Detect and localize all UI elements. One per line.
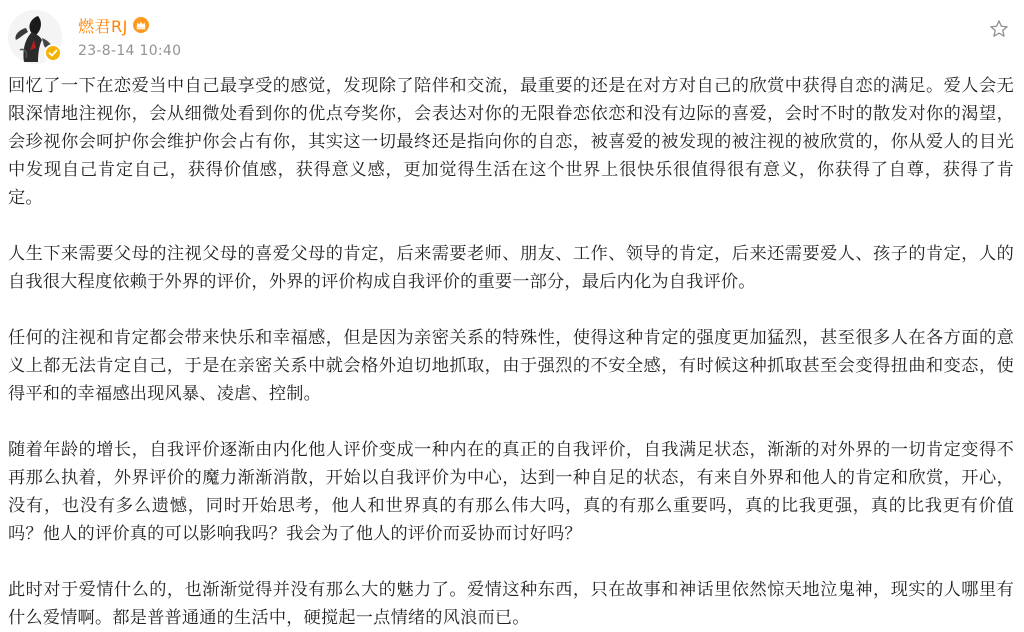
post-paragraph-1: 回忆了一下在恋爱当中自己最享受的感觉，发现除了陪伴和交流，最重要的还是在对方对自己的欣赏中获得自恋的满足。爱人会无限深情地注视你，会从细微处看到你的优点夸奖你，会表达对你的无限眷恋依恋和没有边际的喜爱，会时不时的散发对你的渴望，会珍视你会呵护你会维护你会占有你，其实这一切最终还是指向你的自恋，被喜爱的被发现的被注视的被欣赏的，你从爱人的目光中发现自己肯定自己，获得价值感，获得意义感，更加觉得生活在这个世界上很快乐很值得很有意义，你获得了自尊，获得了肯定。 — [8, 76, 1014, 208]
author-name[interactable]: 燃君RJ — [78, 16, 128, 36]
author-row — [78, 13, 150, 37]
verified-badge-icon — [44, 44, 62, 62]
paragraph-spacer — [8, 408, 1014, 436]
post-paragraph-2: 人生下来需要父母的注视父母的喜爱父母的肯定，后来需要老师、朋友、工作、领导的肯定，后来还需要爱人、孩子的肯定，人的自我很大程度依赖于外界的评价，外界的评价构成自我评价的重要一部分，最后内化为自我评价。 — [8, 244, 1014, 292]
paragraph-spacer — [8, 212, 1014, 240]
post-timestamp: 23-8-14 10:40 — [78, 43, 182, 59]
crown-vip-icon[interactable] — [132, 16, 150, 34]
favorite-button[interactable] — [988, 18, 1010, 40]
post-paragraph-5: 此时对于爱情什么的，也渐渐觉得并没有那么大的魅力了。爱情这种东西，只在故事和神话里依然惊天地泣鬼神，现实的人哪里有什么爱情啊。都是普普通通的生活中，硬搅起一点情绪的风浪而已。 — [8, 580, 1014, 628]
post-paragraph-4: 随着年龄的增长，自我评价逐渐由内化他人评价变成一种内在的真正的自我评价，自我满足状态，渐渐的对外界的一切肯定变得不再那么执着，外界评价的魔力渐渐消散，开始以自我评价为中心，达到一种自足的状态，有来自外界和他人的肯定和欣赏，开心，没有，也没有多么遗憾，同时开始思考，他人和世界真的有那么伟大吗，真的有那么重要吗，真的比我更强，真的比我更有价值吗？他人的评价真的可以影响我吗？我会为了他人的评价而妥协而讨好吗？ — [8, 440, 1014, 544]
paragraph-spacer — [8, 296, 1014, 324]
star-outline-icon — [988, 18, 1010, 40]
post-header — [0, 0, 1024, 70]
post-body — [8, 72, 1014, 632]
paragraph-spacer — [8, 548, 1014, 576]
post-paragraph-3: 任何的注视和肯定都会带来快乐和幸福感，但是因为亲密关系的特殊性，使得这种肯定的强度更加猛烈，甚至很多人在各方面的意义上都无法肯定自己，于是在亲密关系中就会格外迫切地抓取，由于强烈的不安全感，有时候这种抓取甚至会变得扭曲和变态，使得平和的幸福感出现风暴、凌虐、控制。 — [8, 328, 1014, 404]
